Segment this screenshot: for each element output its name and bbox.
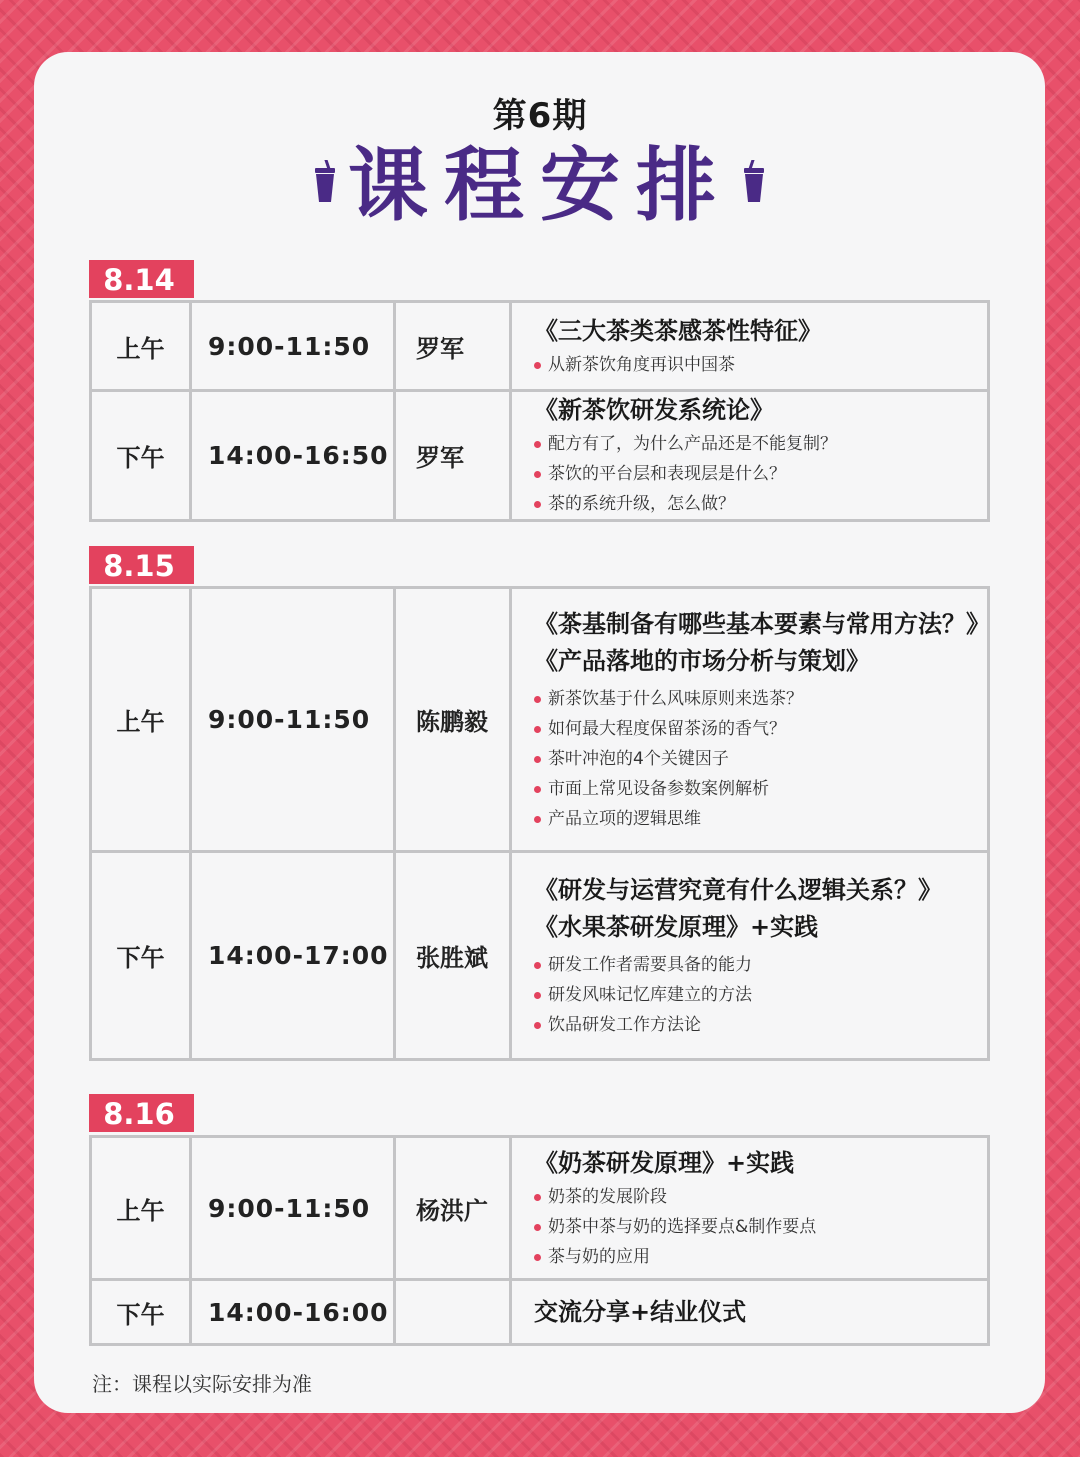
session-time: 14:00-16:50	[192, 392, 396, 519]
session-period: 上午	[92, 1138, 192, 1278]
course-point: 茶与奶的应用	[534, 1242, 816, 1272]
date-tag: 8.16	[89, 1094, 192, 1132]
session-time: 9:00-11:50	[192, 303, 396, 389]
course-point: 配方有了，为什么产品还是不能复制？	[534, 429, 837, 459]
course-title: 《水果茶研发原理》+实践	[534, 912, 819, 941]
session-content	[512, 589, 990, 850]
page-title: 课程安排	[348, 139, 732, 232]
session-teacher: 罗军	[396, 392, 512, 519]
session-teacher: 杨洪广	[396, 1138, 512, 1278]
course-title: 交流分享+结业仪式	[534, 1297, 747, 1326]
session-teacher: 罗军	[396, 303, 512, 389]
course-title: 《产品落地的市场分析与策划》	[534, 646, 870, 675]
course-point: 研发工作者需要具备的能力	[534, 950, 752, 980]
footnote: 注：课程以实际安排为准	[92, 1372, 312, 1396]
course-title: 《研发与运营究竟有什么逻辑关系？》	[534, 875, 942, 904]
session-content	[512, 853, 987, 1058]
session-time: 9:00-11:50	[192, 1138, 396, 1278]
session-period: 上午	[92, 303, 192, 389]
session-period: 下午	[92, 853, 192, 1058]
course-point: 茶饮的平台层和表现层是什么？	[534, 459, 837, 489]
course-point: 产品立项的逻辑思维	[534, 804, 803, 834]
session-content	[512, 392, 987, 519]
session-content	[512, 1281, 987, 1343]
course-point: 新茶饮基于什么风味原则来选茶？	[534, 684, 803, 714]
session-row	[89, 1278, 990, 1346]
course-point: 奶茶的发展阶段	[534, 1182, 816, 1212]
session-teacher: 陈鹏毅	[396, 589, 512, 850]
course-point: 市面上常见设备参数案例解析	[534, 774, 803, 804]
session-teacher: 张胜斌	[396, 853, 512, 1058]
session-period: 上午	[92, 589, 192, 850]
period-label: 第6期	[492, 96, 588, 136]
date-tag: 8.14	[89, 260, 192, 298]
course-point: 饮品研发工作方法论	[534, 1010, 752, 1040]
course-title: 《三大茶类茶感茶性特征》	[534, 316, 822, 345]
course-title: 《茶基制备有哪些基本要素与常用方法？》	[534, 609, 990, 638]
session-row	[89, 1135, 990, 1281]
session-period: 下午	[92, 1281, 192, 1343]
course-point: 研发风味记忆库建立的方法	[534, 980, 752, 1010]
course-point: 茶的系统升级，怎么做？	[534, 489, 837, 519]
session-content	[512, 303, 987, 389]
session-period: 下午	[92, 392, 192, 519]
session-row	[89, 586, 990, 853]
session-row	[89, 300, 990, 392]
course-title: 《新茶饮研发系统论》	[534, 396, 774, 424]
session-row	[89, 389, 990, 522]
course-point: 茶叶冲泡的4个关键因子	[534, 744, 803, 774]
cup-icon	[741, 160, 767, 206]
session-row	[89, 850, 990, 1061]
course-point: 奶茶中茶与奶的选择要点&制作要点	[534, 1212, 816, 1242]
session-teacher	[396, 1281, 512, 1343]
date-tag: 8.15	[89, 546, 192, 584]
session-time: 14:00-16:00	[192, 1281, 396, 1343]
session-content	[512, 1138, 987, 1278]
course-point: 如何最大程度保留茶汤的香气？	[534, 714, 803, 744]
session-time: 9:00-11:50	[192, 589, 396, 850]
course-title: 《奶茶研发原理》+实践	[534, 1148, 795, 1177]
course-point: 从新茶饮角度再识中国茶	[534, 350, 735, 380]
session-time: 14:00-17:00	[192, 853, 396, 1058]
